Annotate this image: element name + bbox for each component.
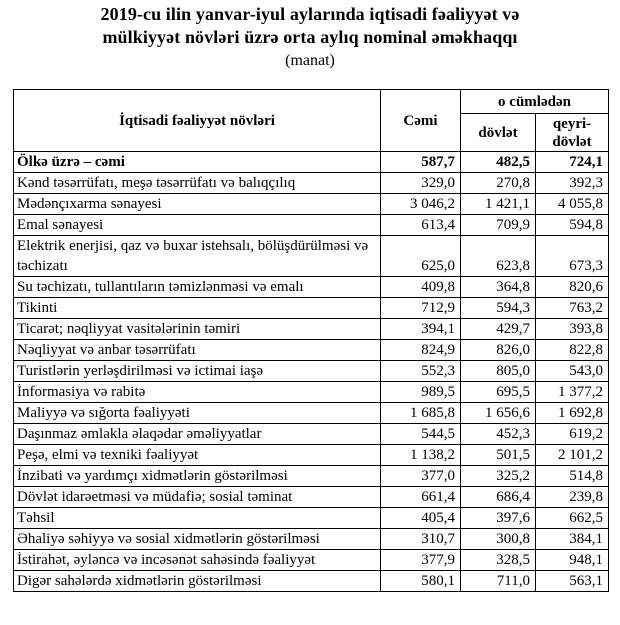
row-state-value: 1 421,1 (461, 194, 536, 215)
table-row (14, 445, 609, 466)
row-label: Turistlərin yerləşdirilməsi və ictimai iaşə (14, 361, 381, 382)
row-state-value: 325,2 (461, 466, 536, 487)
row-state-value: 711,0 (461, 571, 536, 592)
row-state-value: 594,3 (461, 298, 536, 319)
row-state-value: 328,5 (461, 550, 536, 571)
row-label: İnzibati və yardımçı xidmətlərin göstərilməsi (14, 466, 381, 487)
row-total-value: 989,5 (381, 382, 461, 403)
row-state-value: 397,6 (461, 508, 536, 529)
table-row (14, 215, 609, 236)
row-nonstate-value: 239,8 (536, 487, 609, 508)
row-state-value: 826,0 (461, 340, 536, 361)
row-nonstate-value: 948,1 (536, 550, 609, 571)
row-total-value: 1 685,8 (381, 403, 461, 424)
title-block (0, 0, 620, 72)
table-body (14, 152, 609, 592)
row-total-value: 544,5 (381, 424, 461, 445)
wage-table (13, 89, 609, 592)
row-state-value: 482,5 (461, 152, 536, 173)
row-nonstate-value: 514,8 (536, 466, 609, 487)
row-label: Ölkə üzrə – cəmi (14, 152, 381, 173)
row-state-value: 300,8 (461, 529, 536, 550)
row-nonstate-value: 662,5 (536, 508, 609, 529)
row-state-value: 805,0 (461, 361, 536, 382)
table-row (14, 424, 609, 445)
col-header-total: Cəmi (381, 90, 461, 152)
row-state-value: 695,5 (461, 382, 536, 403)
row-nonstate-value: 563,1 (536, 571, 609, 592)
table-row-country-total (14, 152, 609, 173)
col-header-including: o cümlədən (461, 90, 609, 114)
row-nonstate-value: 724,1 (536, 152, 609, 173)
row-total-value: 661,4 (381, 487, 461, 508)
row-label: Təhsil (14, 508, 381, 529)
page-unit-label: (manat) (285, 52, 335, 69)
page-title-line-1: 2019-cu ilin yanvar-iyul aylarında iqtisadi fəaliyyət və (100, 4, 520, 24)
row-label: Daşınmaz əmlakla əlaqədar əməliyyatlar (14, 424, 381, 445)
row-label: Su təchizatı, tullantıların təmizlənməsi və emalı (14, 277, 381, 298)
row-label: Nəqliyyat və anbar təsərrüfatı (14, 340, 381, 361)
row-nonstate-value: 763,2 (536, 298, 609, 319)
row-total-value: 1 138,2 (381, 445, 461, 466)
page-title-line-2: mülkiyyət növləri üzrə orta aylıq nominal əməkhaqqı (102, 27, 518, 47)
table-row (14, 382, 609, 403)
row-total-value: 552,3 (381, 361, 461, 382)
row-label: Digər sahələrdə xidmətlərin göstərilməsi (14, 571, 381, 592)
row-nonstate-value: 2 101,2 (536, 445, 609, 466)
row-label: Peşə, elmi və texniki fəaliyyət (14, 445, 381, 466)
row-total-value: 580,1 (381, 571, 461, 592)
table-row (14, 550, 609, 571)
row-label: Maliyyə və sığorta fəaliyyəti (14, 403, 381, 424)
row-label: Mədənçıxarma sənayesi (14, 194, 381, 215)
row-nonstate-value: 822,8 (536, 340, 609, 361)
row-nonstate-value: 820,6 (536, 277, 609, 298)
table-row (14, 403, 609, 424)
row-state-value: 1 656,6 (461, 403, 536, 424)
row-total-value: 405,4 (381, 508, 461, 529)
row-total-value: 613,4 (381, 215, 461, 236)
row-total-value: 587,7 (381, 152, 461, 173)
row-nonstate-value: 393,8 (536, 319, 609, 340)
row-total-value: 824,9 (381, 340, 461, 361)
row-state-value: 686,4 (461, 487, 536, 508)
row-label: Emal sənayesi (14, 215, 381, 236)
row-total-value: 377,0 (381, 466, 461, 487)
row-nonstate-value: 619,2 (536, 424, 609, 445)
row-nonstate-value: 384,1 (536, 529, 609, 550)
row-nonstate-value: 543,0 (536, 361, 609, 382)
table-row (14, 571, 609, 592)
table-row (14, 277, 609, 298)
row-nonstate-value: 4 055,8 (536, 194, 609, 215)
row-nonstate-value: 673,3 (536, 236, 609, 277)
row-total-value: 3 046,2 (381, 194, 461, 215)
row-label: İstirahət, əyləncə və incəsənət sahəsində fəaliyyət (14, 550, 381, 571)
table-row (14, 361, 609, 382)
table-row (14, 529, 609, 550)
row-nonstate-value: 1 377,2 (536, 382, 609, 403)
row-state-value: 709,9 (461, 215, 536, 236)
row-state-value: 623,8 (461, 236, 536, 277)
row-total-value: 712,9 (381, 298, 461, 319)
row-total-value: 377,9 (381, 550, 461, 571)
row-nonstate-value: 392,3 (536, 173, 609, 194)
table-row (14, 319, 609, 340)
row-state-value: 364,8 (461, 277, 536, 298)
table-row (14, 236, 609, 277)
table-row (14, 298, 609, 319)
col-header-nonstate: qeyri-dövlət (536, 114, 609, 152)
table-row (14, 508, 609, 529)
table-row (14, 194, 609, 215)
col-header-state: dövlət (461, 114, 536, 152)
col-header-activity: İqtisadi fəaliyyət növləri (14, 90, 381, 152)
row-nonstate-value: 594,8 (536, 215, 609, 236)
row-label: Kənd təsərrüfatı, meşə təsərrüfatı və balıqçılıq (14, 173, 381, 194)
row-label: İnformasiya və rabitə (14, 382, 381, 403)
table-header (14, 90, 609, 152)
row-total-value: 310,7 (381, 529, 461, 550)
row-total-value: 394,1 (381, 319, 461, 340)
table-row (14, 487, 609, 508)
row-total-value: 625,0 (381, 236, 461, 277)
row-label: Ticarət; nəqliyyat vasitələrinin təmiri (14, 319, 381, 340)
row-total-value: 409,8 (381, 277, 461, 298)
row-state-value: 429,7 (461, 319, 536, 340)
row-state-value: 452,3 (461, 424, 536, 445)
row-label: Elektrik enerjisi, qaz və buxar istehsalı, bölüşdürülməsi və təchizatı (14, 236, 381, 277)
row-nonstate-value: 1 692,8 (536, 403, 609, 424)
row-label: Əhaliyə səhiyyə və sosial xidmətlərin göstərilməsi (14, 529, 381, 550)
table-row (14, 173, 609, 194)
row-label: Dövlət idarəetməsi və müdafiə; sosial təminat (14, 487, 381, 508)
row-state-value: 501,5 (461, 445, 536, 466)
row-state-value: 270,8 (461, 173, 536, 194)
row-total-value: 329,0 (381, 173, 461, 194)
table-row (14, 466, 609, 487)
table-row (14, 340, 609, 361)
row-label: Tikinti (14, 298, 381, 319)
